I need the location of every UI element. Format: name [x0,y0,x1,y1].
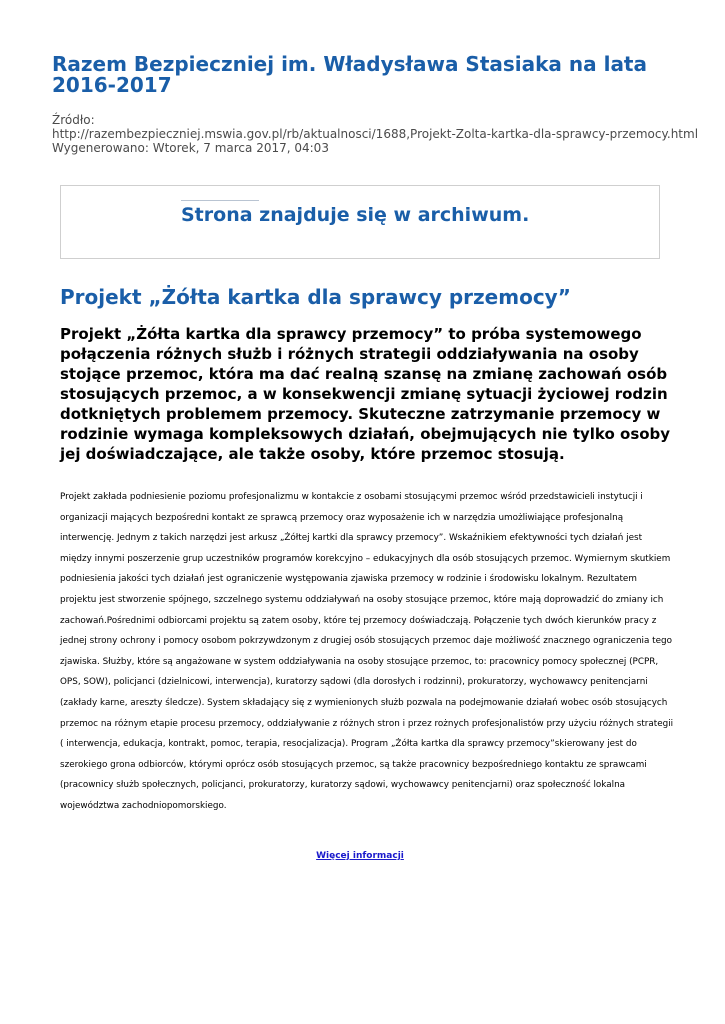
generated-timestamp: Wygenerowano: Wtorek, 7 marca 2017, 04:03 [52,141,329,155]
article-lead: Projekt „Żółta kartka dla sprawcy przemocy” to próba systemowego połączenia różnych służb i różnych strategii oddziaływania na osoby stojące przemoc, która ma dać realną szansę na zmianę zachowań osób stosujących przemoc, a w konsekwencji zmianę sytuacji życiowej rodzin dotkniętych problemem przemocy. Skuteczne zatrzymanie przemocy w rodzinie wymaga kompleksowych działań, obejmujących nie tylko osoby jej doświadczające, ale także osoby, które przemoc stosują. [60,325,671,463]
more-info-link[interactable]: Więcej informacji [316,851,404,861]
article-body: Projekt zakłada podniesienie poziomu profesjonalizmu w kontakcie z osobami stosującymi przemoc wśród przedstawicieli instytucji i organizacji mających bezpośredni kontakt ze sprawcą przemocy oraz wyposażenie ich w narzędzia umożliwiające profesjonalną interwencję. Jednym z takich narzędzi jest arkusz „Żółtej kartki dla sprawcy przemocy”. Wskaźnikiem efektywności tych działań jest między innymi poszerzenie grup uczestników programów korekcyjno – edukacyjnych dla osób stosujących przemoc. Wymiernym skutkiem podniesienia jakości tych działań jest ograniczenie występowania zjawiska przemocy w rodzinie i środowisku lokalnym. Rezultatem projektu jest stworzenie spójnego, szczelnego systemu oddziaływań na osoby stosujące przemoc, które mają doprowadzić do zmiany ich zachowań.Pośrednimi odbiorcami projektu są zatem osoby, które tej przemocy doświadczają. Połączenie tych dwóch kierunków pracy z jednej strony ochrony i pomocy osobom pokrzywdzonym z drugiej osób stosujących przemoc daje możliwość znacznego ograniczenia tego zjawiska. Służby, które są angażowane w system oddziaływania na osoby stosujące przemoc, to: pracownicy pomocy społecznej (PCPR, OPS, SOW), policjanci (dzielnicowi, interwencja), kuratorzy sądowi (dla dorosłych i rodzinni), prokuratorzy, wychowawcy penitencjarni (zakłady karne, areszty śledcze). System składający się z wymienionych służb pozwala na podejmowanie działań wobec osób stosujących przemoc na różnym etapie procesu przemocy, oddziaływanie z różnych stron i przez rożnych profesjonalistów przy użyciu różnych strategii ( interwencja, edukacja, kontrakt, pomoc, terapia, resocjalizacja). Program „Żółta kartka dla sprawcy przemocy”skierowany jest do szerokiego grona odbiorców, którymi oprócz osób stosujących przemoc, są także pracownicy bezpośredniego kontaktu ze sprawcami (pracownicy służb społecznych, policjanci, prokuratorzy, kuratorzy sądowi, wychowawcy penitencjarni) oraz społeczność lokalna województwa zachodniopomorskiego. [60,492,674,811]
page-title: Razem Bezpieczniej im. Władysława Stasiaka na lata 2016-2017 [52,52,647,97]
more-info-container [0,849,720,863]
source-url: http://razembezpieczniej.mswia.gov.pl/rb/aktualnosci/1688,Projekt-Zolta-kartka-dla-sprawcy-przemocy.html [52,127,699,141]
source-meta [52,113,722,155]
archive-divider [181,200,259,201]
archive-notice [60,185,660,259]
article-title: Projekt „Żółta kartka dla sprawcy przemocy” [60,285,571,309]
source-label: Źródło: [52,113,95,127]
archive-message: Strona znajduje się w archiwum. [181,204,530,226]
